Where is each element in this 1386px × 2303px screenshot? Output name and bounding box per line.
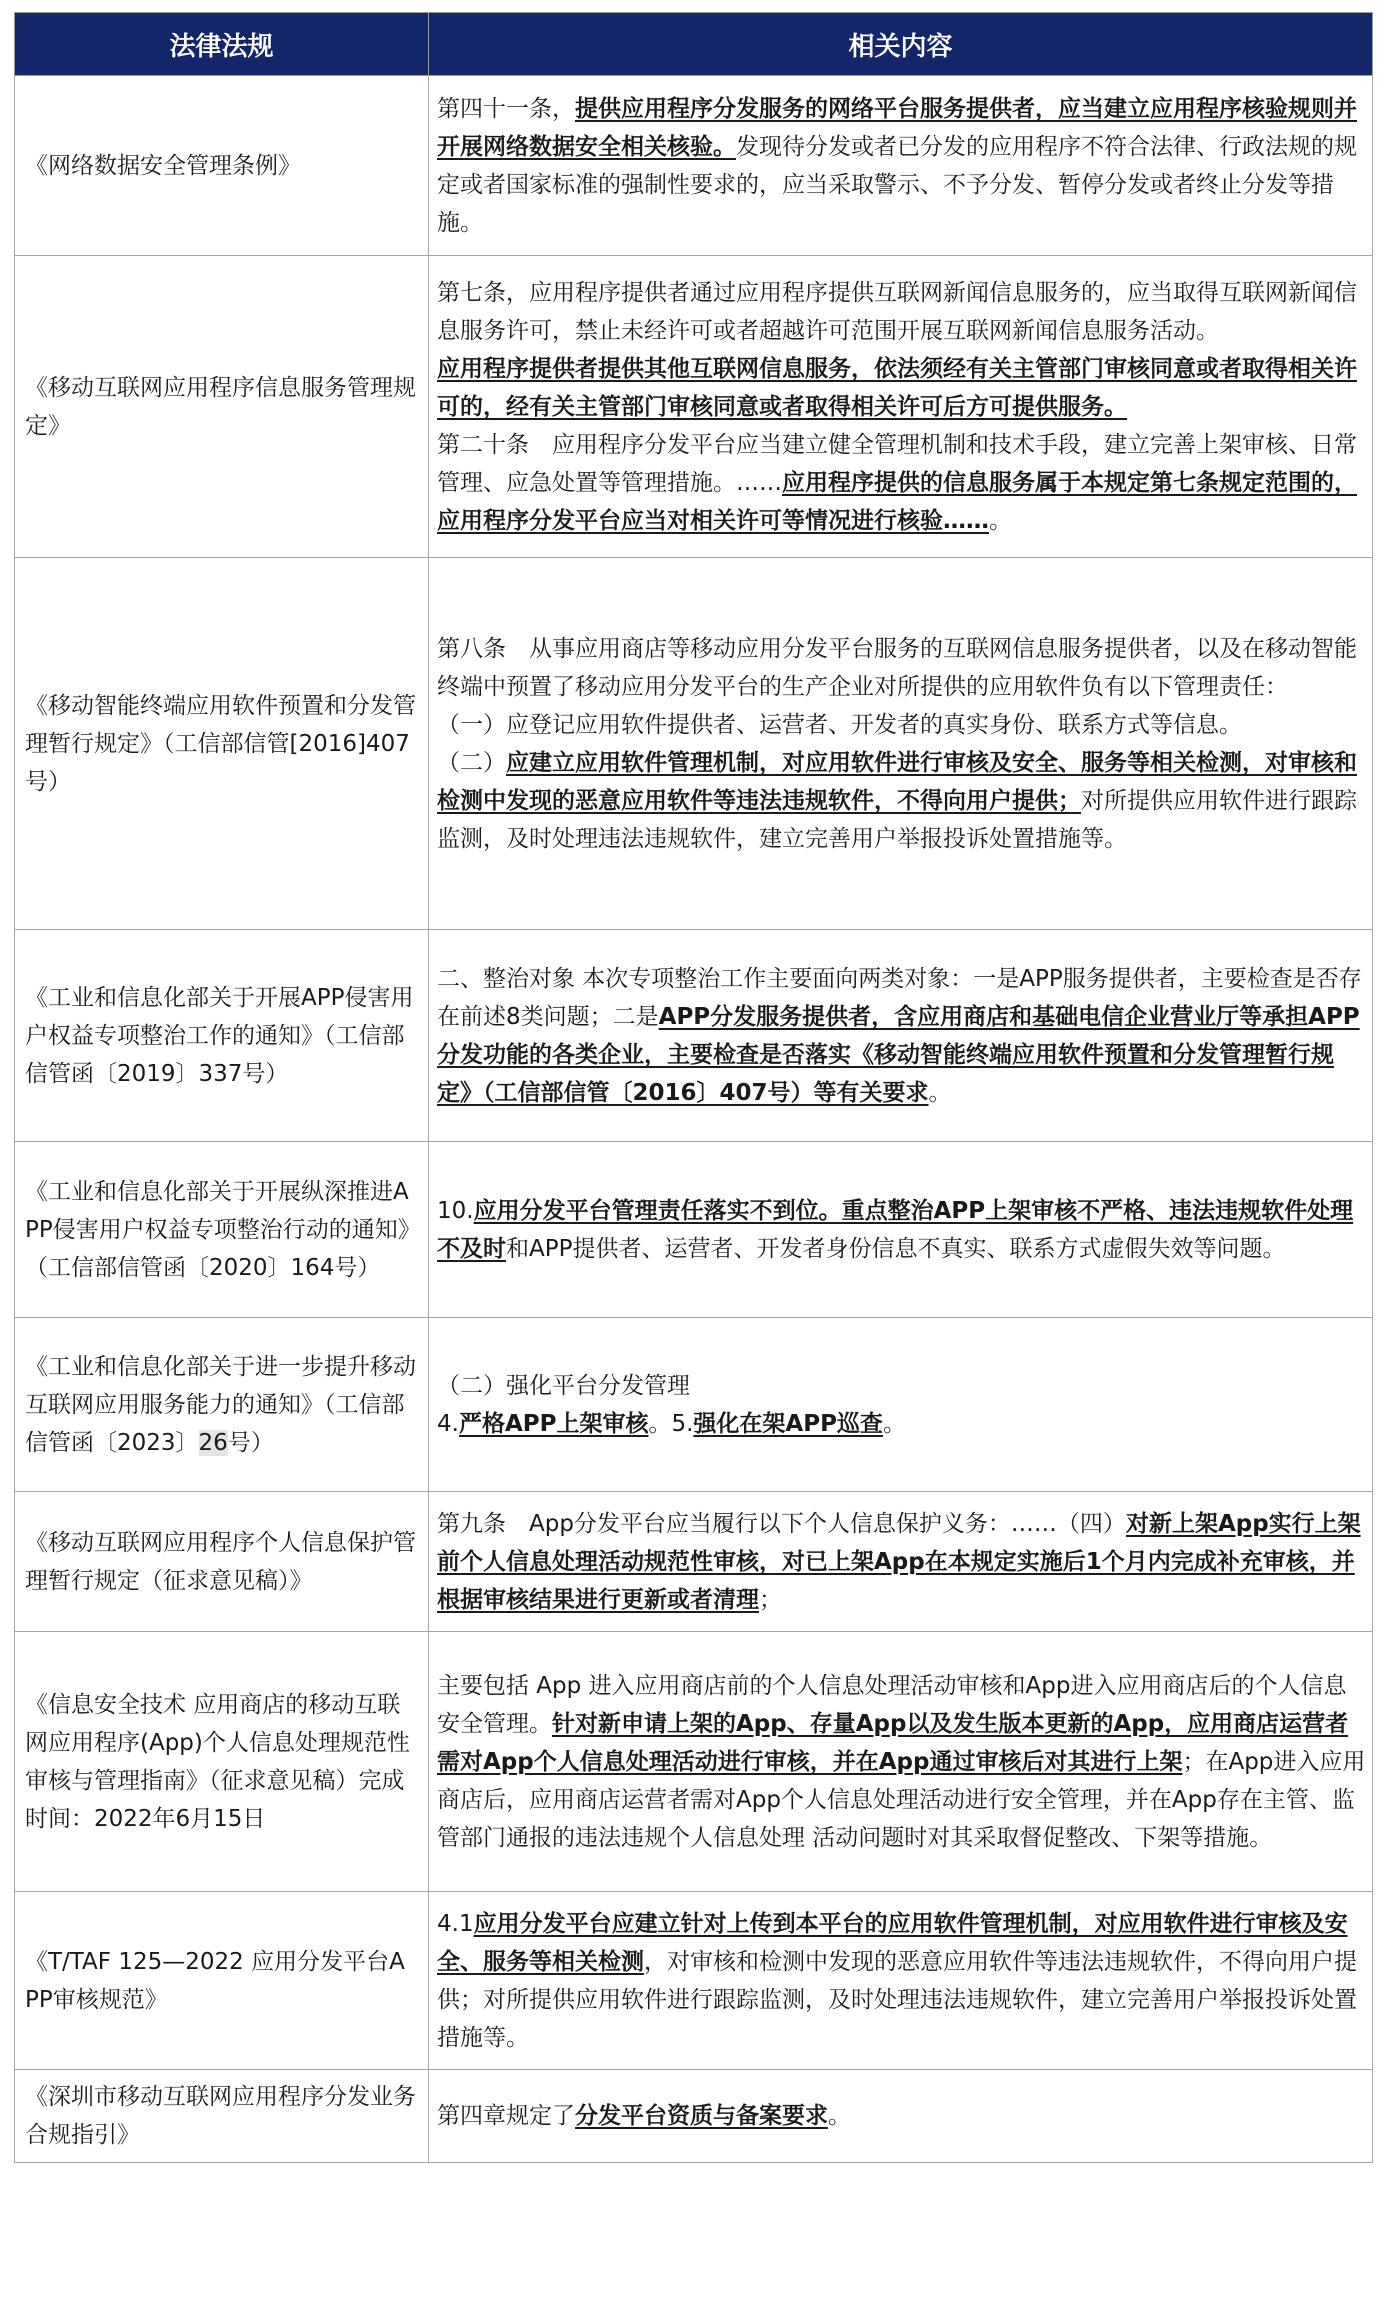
law-name-text: 《信息安全技术 应用商店的移动互联网应用程序(App)个人信息处理规范性审核与管理指南》（征求意见稿）完成时间：2022年6月15日 — [25, 1691, 410, 1832]
regulation-table-wrapper — [14, 12, 1372, 2163]
content-text: 。 — [828, 2103, 851, 2129]
content-text: 4.1 — [437, 1910, 474, 1937]
law-content — [429, 1492, 1373, 1632]
law-name — [15, 1632, 429, 1892]
law-content — [429, 558, 1373, 930]
content-text: 。 — [989, 507, 1012, 534]
content-text: （二）强化平台分发管理 — [437, 1372, 690, 1399]
content-paragraph — [437, 90, 1366, 242]
emphasis-text: 针对新申请上架的App、存量App以及发生版本更新的App，应用商店运营者需对App个人信息处理活动进行审核，并在App通过审核后对其进行上架 — [437, 1710, 1349, 1775]
table-row — [15, 930, 1373, 1142]
content-text: （一）应登记应用软件提供者、运营者、开发者的真实身份、联系方式等信息。 — [437, 711, 1242, 738]
content-paragraph — [437, 960, 1366, 1112]
content-text: 。 — [928, 1079, 952, 1106]
content-text: 对所提供应用软件进行跟踪监测，及时处理违法违规软件，建立完善用户举报投诉处置措施等。 — [437, 787, 1357, 852]
table-row — [15, 2070, 1373, 2163]
emphasis-text: 严格APP上架审核 — [458, 1410, 649, 1437]
law-name-text: 《移动互联网应用程序信息服务管理规定》 — [25, 374, 416, 439]
content-text: ； — [759, 1586, 782, 1613]
content-paragraph — [437, 1405, 1366, 1443]
content-paragraph — [437, 426, 1366, 540]
law-name-text-b: 号） — [227, 1429, 274, 1456]
law-name — [15, 1892, 429, 2070]
law-name-text: 《工业和信息化部关于开展纵深推进APP侵害用户权益专项整治行动的通知》（工信部信管函〔2020〕164号） — [25, 1178, 410, 1281]
content-paragraph — [437, 706, 1366, 744]
content-text: ，对审核和检测中发现的恶意应用软件等违法违规软件，不得向用户提供；对所提供应用软件进行跟踪监测，及时处理违法违规软件，建立完善用户举报投诉处置措施等。 — [437, 1948, 1357, 2051]
emphasis-text: 应用分发平台管理责任落实不到位。重点整治APP上架审核不严格、违法违规软件处理不及时 — [437, 1197, 1354, 1262]
law-name-text: 《移动智能终端应用软件预置和分发管理暂行规定》（工信部信管[2016]407号） — [25, 692, 416, 795]
law-content — [429, 1318, 1373, 1492]
content-paragraph — [437, 274, 1366, 350]
law-name — [15, 2070, 429, 2163]
table-row — [15, 76, 1373, 256]
content-text: 第八条 从事应用商店等移动应用分发平台服务的互联网信息服务提供者，以及在移动智能终端中预置了移动应用分发平台的生产企业对所提供的应用软件负有以下管理责任： — [437, 635, 1357, 700]
emphasis-text: 应用分发平台应建立针对上传到本平台的应用软件管理机制，对应用软件进行审核及安全、服务等相关检测 — [437, 1910, 1348, 1975]
content-text: 主要包括 App 进入应用商店前的个人信息处理活动审核和App进入应用商店后的个人信息安全管理。 — [437, 1672, 1347, 1737]
emphasis-text: APP分发服务提供者，含应用商店和基础电信企业营业厅等承担APP分发功能的各类企业，主要检查是否落实《移动智能终端应用软件预置和分发管理暂行规定》（工信部信管〔2016〕407号）等有关要求 — [437, 1003, 1360, 1106]
content-text: 和APP提供者、运营者、开发者身份信息不真实、联系方式虚假失效等问题。 — [506, 1235, 1286, 1262]
content-text: 第四十一条， — [437, 95, 575, 122]
content-text: 第九条 App分发平台应当履行以下个人信息保护义务：……（四） — [437, 1510, 1126, 1537]
content-text: 二、整治对象 本次专项整治工作主要面向两类对象：一是APP服务提供者，主要检查是否存在前述8类问题；二是 — [437, 965, 1362, 1030]
content-paragraph — [437, 1505, 1366, 1619]
law-name-highlight: 26 — [198, 1429, 228, 1456]
emphasis-text: 应用程序提供者提供其他互联网信息服务，依法须经有关主管部门审核同意或者取得相关许可的，经有关主管部门审核同意或者取得相关许可后方可提供服务。 — [437, 355, 1357, 420]
content-text: 。 — [882, 1410, 906, 1437]
law-name — [15, 256, 429, 558]
table-row — [15, 558, 1373, 930]
emphasis-text: 分发平台资质与备案要求 — [575, 2103, 828, 2129]
law-name-text: 《移动互联网应用程序个人信息保护管理暂行规定（征求意见稿）》 — [25, 1529, 416, 1594]
content-paragraph — [437, 744, 1366, 858]
content-paragraph — [437, 1905, 1366, 2057]
law-content — [429, 1142, 1373, 1318]
header-content: 相关内容 — [429, 13, 1373, 76]
regulation-table — [14, 12, 1373, 2163]
table-row — [15, 1492, 1373, 1632]
emphasis-text: 强化在架APP巡查 — [693, 1410, 883, 1437]
content-paragraph — [437, 1667, 1366, 1857]
table-row — [15, 1318, 1373, 1492]
law-content — [429, 930, 1373, 1142]
law-name-text: 《工业和信息化部关于开展APP侵害用户权益专项整治工作的通知》（工信部信管函〔2019〕337号） — [25, 984, 414, 1087]
emphasis-text: 应用程序提供的信息服务属于本规定第七条规定范围的，应用程序分发平台应当对相关许可等情况进行核验…… — [437, 469, 1357, 534]
content-text: 。5. — [648, 1410, 694, 1437]
content-text: 第四章规定了 — [437, 2103, 575, 2129]
header-laws: 法律法规 — [15, 13, 429, 76]
table-row — [15, 256, 1373, 558]
table-header-row — [15, 13, 1373, 76]
content-text: 4. — [437, 1410, 459, 1437]
law-content — [429, 1892, 1373, 2070]
content-text: 第七条，应用程序提供者通过应用程序提供互联网新闻信息服务的，应当取得互联网新闻信息服务许可，禁止未经许可或者超越许可范围开展互联网新闻信息服务活动。 — [437, 279, 1357, 344]
law-name-text: 《网络数据安全管理条例》 — [25, 152, 301, 179]
content-paragraph — [437, 2097, 1366, 2135]
content-text: 10. — [437, 1197, 474, 1224]
emphasis-text: 提供应用程序分发服务的网络平台服务提供者，应当建立应用程序核验规则并开展网络数据安全相关核验。 — [437, 95, 1357, 160]
law-name-text-a: 《工业和信息化部关于进一步提升移动互联网应用服务能力的通知》（工信部信管函〔2023〕 — [25, 1353, 416, 1456]
law-content — [429, 256, 1373, 558]
content-text: ；在App进入应用商店后，应用商店运营者需对App个人信息处理活动进行安全管理，并在App存在主管、监管部门通报的违法违规个人信息处理 活动问题时对其采取督促整改、下架等措施。 — [437, 1748, 1366, 1851]
content-paragraph — [437, 630, 1366, 706]
content-text: （二） — [437, 749, 506, 776]
law-name-text: 《深圳市移动互联网应用程序分发业务合规指引》 — [25, 2084, 416, 2148]
emphasis-text: 应建立应用软件管理机制，对应用软件进行审核及安全、服务等相关检测，对审核和检测中发现的恶意应用软件等违法违规软件，不得向用户提供； — [437, 749, 1357, 814]
law-name-text: 《T/TAF 125—2022 应用分发平台APP审核规范》 — [25, 1948, 405, 2013]
content-paragraph — [437, 1367, 1366, 1405]
table-row — [15, 1892, 1373, 2070]
law-name — [15, 1318, 429, 1492]
law-content — [429, 1632, 1373, 1892]
law-content — [429, 2070, 1373, 2163]
content-text: 第二十条 应用程序分发平台应当建立健全管理机制和技术手段，建立完善上架审核、日常管理、应急处置等管理措施。…… — [437, 431, 1357, 496]
content-paragraph — [437, 350, 1366, 426]
law-content — [429, 76, 1373, 256]
content-paragraph — [437, 1192, 1366, 1268]
emphasis-text: 对新上架App实行上架前个人信息处理活动规范性审核，对已上架App在本规定实施后1个月内完成补充审核，并根据审核结果进行更新或者清理 — [437, 1510, 1361, 1613]
law-name — [15, 76, 429, 256]
law-name — [15, 1142, 429, 1318]
law-name — [15, 558, 429, 930]
content-text: 发现待分发或者已分发的应用程序不符合法律、行政法规的规定或者国家标准的强制性要求的，应当采取警示、不予分发、暂停分发或者终止分发等措施。 — [437, 133, 1357, 236]
table-row — [15, 1632, 1373, 1892]
law-name — [15, 1492, 429, 1632]
law-name — [15, 930, 429, 1142]
table-row — [15, 1142, 1373, 1318]
